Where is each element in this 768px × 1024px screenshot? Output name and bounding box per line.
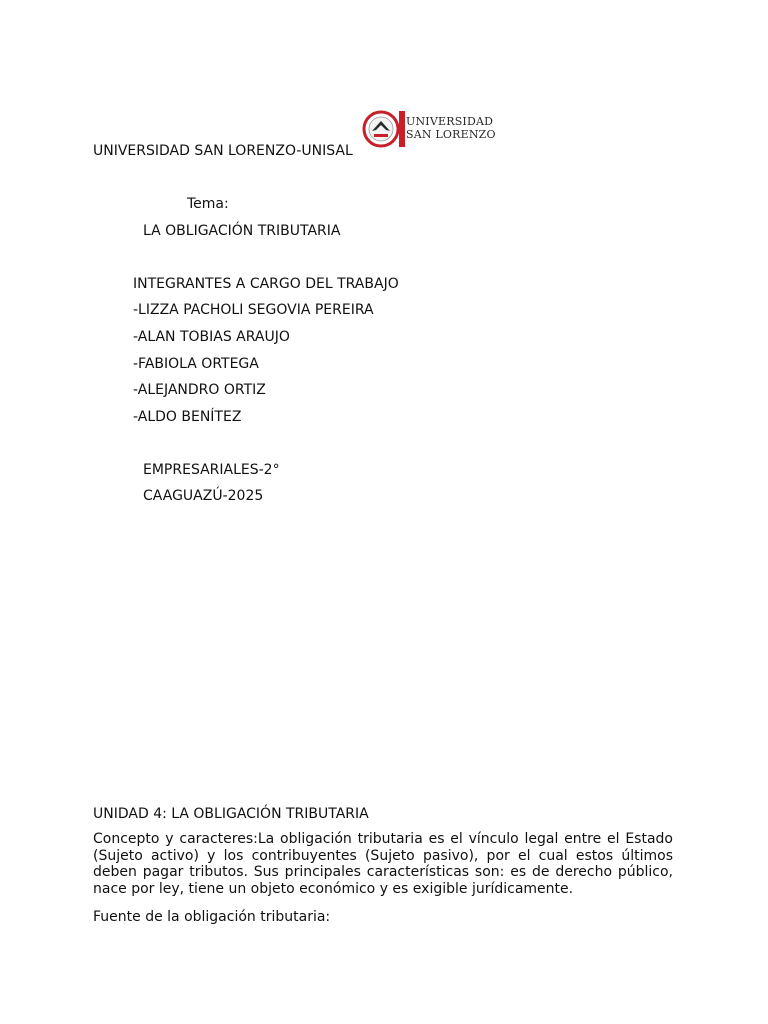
- university-seal-icon: [362, 109, 406, 149]
- university-logo: [362, 108, 498, 150]
- member-item: -ALDO BENÍTEZ: [133, 409, 242, 425]
- unit-title: UNIDAD 4: LA OBLIGACIÓN TRIBUTARIA: [93, 806, 369, 822]
- concept-paragraph: Concepto y caracteres:La obligación tributaria es el vínculo legal entre el Estado (Sujeto activo) y los contribuyentes (Sujeto pasivo), por el cual estos últimos deben pagar tributos. Sus principales características son: es de derecho público, nace por ley, tiene un objeto económico y es exigible jurídicamente.: [93, 831, 673, 897]
- source-heading: Fuente de la obligación tributaria:: [93, 909, 331, 925]
- course-label: EMPRESARIALES-2°: [143, 462, 280, 478]
- tema-label: Tema:: [187, 196, 229, 212]
- member-item: -ALEJANDRO ORTIZ: [133, 382, 266, 398]
- logo-line-2: SAN LORENZO: [406, 128, 496, 141]
- members-heading: INTEGRANTES A CARGO DEL TRABAJO: [133, 276, 399, 292]
- university-name: UNIVERSIDAD SAN LORENZO-UNISAL: [93, 143, 353, 159]
- logo-line-1: UNIVERSIDAD: [406, 115, 494, 128]
- member-item: -ALAN TOBIAS ARAUJO: [133, 329, 290, 345]
- tema-title: LA OBLIGACIÓN TRIBUTARIA: [143, 223, 341, 239]
- member-item: -LIZZA PACHOLI SEGOVIA PEREIRA: [133, 302, 374, 318]
- member-item: -FABIOLA ORTEGA: [133, 356, 259, 372]
- place-year: CAAGUAZÚ-2025: [143, 488, 264, 504]
